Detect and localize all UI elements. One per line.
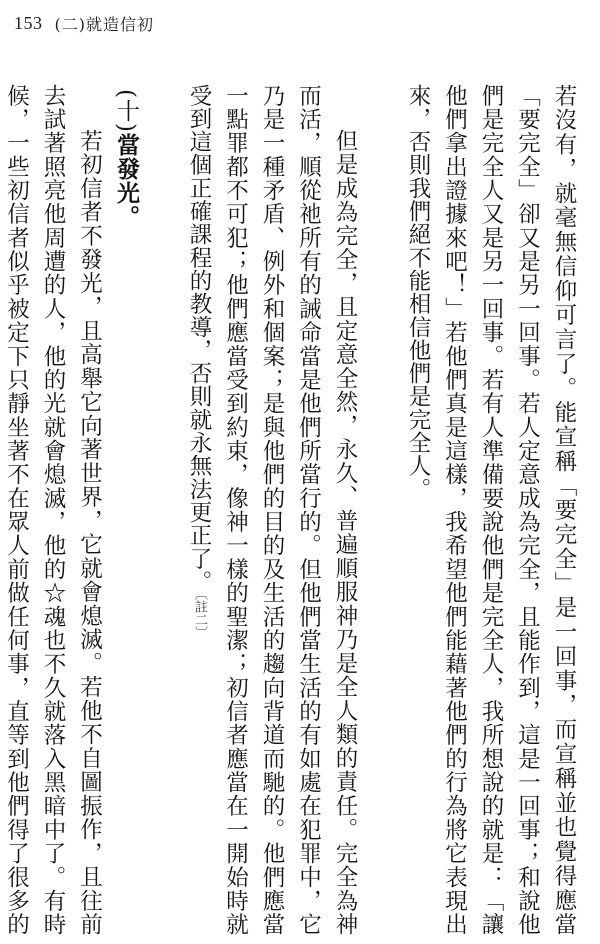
paragraph-3: 若初信者不發光，且高舉它向著世界，它就會熄滅。若他不自圖振作，且往前去試著照亮他周遭的人，他的光就會熄滅，他的☆魂也不久就落入黑暗中了。有時候，一些初信者似乎被定下只靜坐著不在眾人前做任何事，直等到他們得了很多的: [3, 84, 103, 936]
running-title: (二)就造信初: [54, 14, 154, 34]
section-title: 當發光。: [113, 132, 140, 229]
page-number: 153: [14, 12, 43, 33]
section-number: (十): [113, 88, 139, 133]
paragraph-2-text: 但是成為完全，且定意全然，永久、普遍順服神乃是全人類的責任。完全為神而活，順從祂所有的誡命當是他們所當行的。但他們當生活的有如處在犯罪中，它乃是一種矛盾、例外和個案；是與他們的目的及生活的趨向背道而馳的。他們應當一點罪都不可犯；他們應當受到約束，像神一樣的聖潔；初信者應當在一開始時就受到這個正確課程的教導，否則就永無法更正了。: [186, 84, 358, 936]
page-header: [14, 10, 154, 36]
paragraph-2: [181, 84, 364, 936]
paragraph-spacer: [144, 84, 181, 936]
footnote-reference[interactable]: 〔註二〕: [192, 593, 207, 639]
paragraph-spacer: [363, 84, 400, 936]
section-heading: [108, 84, 145, 936]
paragraph-1: 若沒有，就毫無信仰可言了。能宣稱「要完全」是一回事，而宣稱並也覺得應當「要完全」卻又是另一回事。若人定意成為完全，且能作到，這是一回事；和說他們是完全人又是另一回事。若有人準備要說他們是完全人，我所想說的就是：「讓他們拿出證據來吧！」若他們真是這樣，我希望他們能藉著他們的行為將它表現出來，否則我們絕不能相信他們是完全人。: [405, 84, 577, 936]
vertical-body-text: [3, 84, 582, 936]
